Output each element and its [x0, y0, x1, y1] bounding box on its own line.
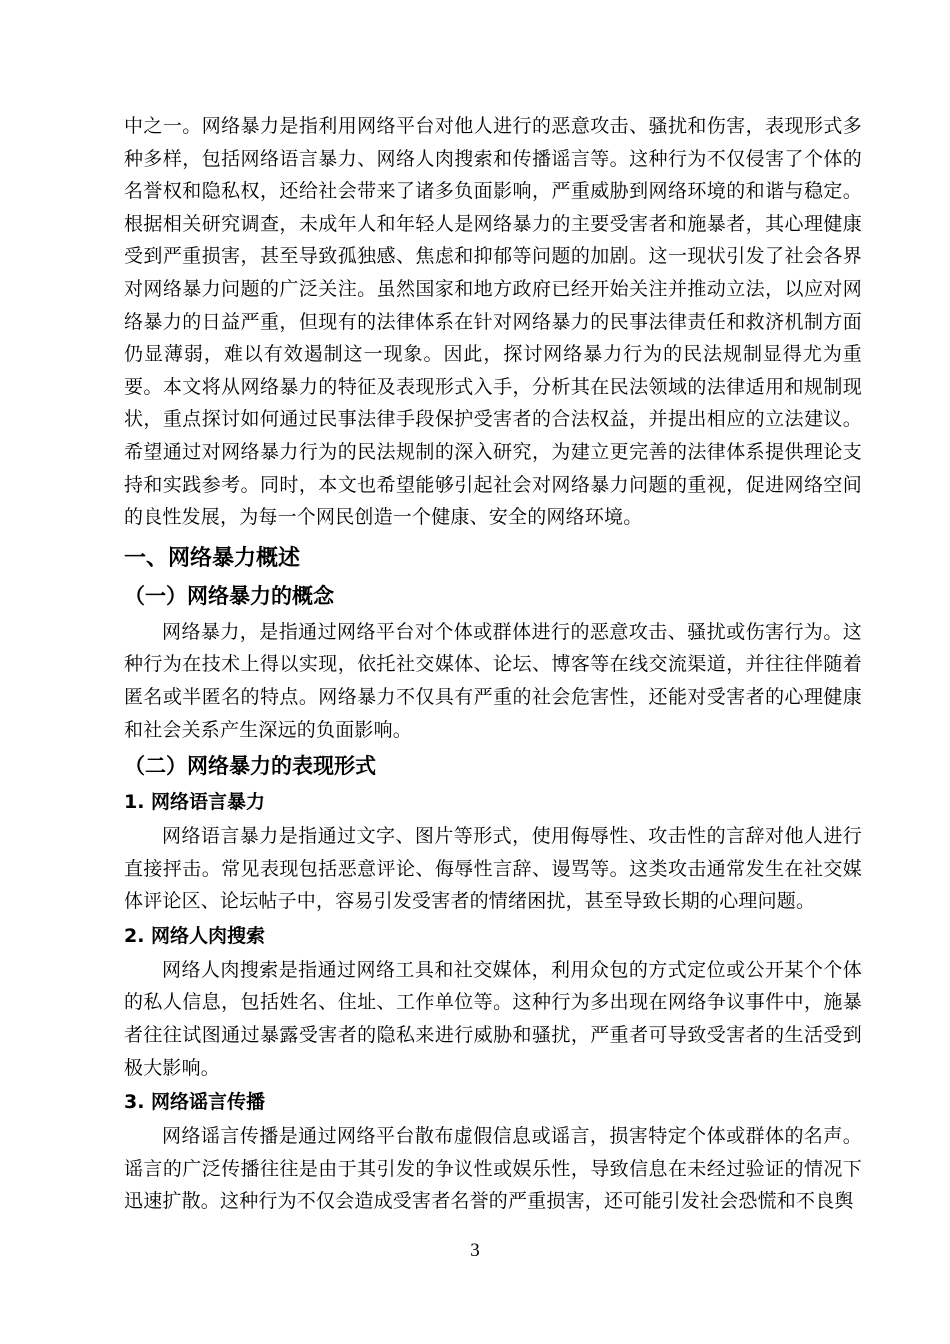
item-heading-language-violence: 1. 网络语言暴力	[124, 791, 266, 814]
document-page	[124, 110, 862, 1218]
intro-paragraph: 中之一。网络暴力是指利用网络平台对他人进行的恶意攻击、骚扰和伤害，表现形式多种多样，包括网络语言暴力、网络人肉搜索和传播谣言等。这种行为不仅侵害了个体的名誉权和隐私权，还给社会带来了诸多负面影响，严重威胁到网络环境的和谐与稳定。根据相关研究调查，未成年人和年轻人是网络暴力的主要受害者和施暴者，其心理健康受到严重损害，甚至导致孤独感、焦虑和抑郁等问题的加剧。这一现状引发了社会各界对网络暴力问题的广泛关注。虽然国家和地方政府已经开始关注并推动立法，以应对网络暴力的日益严重，但现有的法律体系在针对网络暴力的民事法律责任和救济机制方面仍显薄弱，难以有效遏制这一现象。因此，探讨网络暴力行为的民法规制显得尤为重要。本文将从网络暴力的特征及表现形式入手，分析其在民法领域的法律适用和规制现状，重点探讨如何通过民事法律手段保护受害者的合法权益，并提出相应的立法建议。希望通过对网络暴力行为的民法规制的深入研究，为建立更完善的法律体系提供理论支持和实践参考。同时，本文也希望能够引起社会对网络暴力问题的重视，促进网络空间的良性发展，为每一个网民创造一个健康、安全的网络环境。	[124, 115, 862, 529]
page-number: 3	[470, 1240, 480, 1261]
rumor-spreading-paragraph: 网络谣言传播是通过网络平台散布虚假信息或谣言，损害特定个体或群体的名声。谣言的广泛传播往往是由于其引发的争议性或娱乐性，导致信息在未经过验证的情况下迅速扩散。这种行为不仅会造成受害者名誉的严重损害，还可能引发社会恐慌和不良舆	[124, 1125, 862, 1213]
subsection-heading-forms: （二）网络暴力的表现形式	[124, 754, 376, 779]
item-heading-rumor-spreading: 3. 网络谣言传播	[124, 1091, 266, 1114]
language-violence-paragraph: 网络语言暴力是指通过文字、图片等形式，使用侮辱性、攻击性的言辞对他人进行直接抨击。常见表现包括恶意评论、侮辱性言辞、谩骂等。这类攻击通常发生在社交媒体评论区、论坛帖子中，容易引发受害者的情绪困扰，甚至导致长期的心理问题。	[124, 825, 862, 913]
concept-paragraph: 网络暴力，是指通过网络平台对个体或群体进行的恶意攻击、骚扰或伤害行为。这种行为在技术上得以实现，依托社交媒体、论坛、博客等在线交流渠道，并往往伴随着匿名或半匿名的特点。网络暴力不仅具有严重的社会危害性，还能对受害者的心理健康和社会关系产生深远的负面影响。	[124, 620, 862, 741]
human-flesh-search-paragraph: 网络人肉搜索是指通过网络工具和社交媒体，利用众包的方式定位或公开某个个体的私人信息，包括姓名、住址、工作单位等。这种行为多出现在网络争议事件中，施暴者往往试图通过暴露受害者的隐私来进行威胁和骚扰，严重者可导致受害者的生活受到极大影响。	[124, 958, 862, 1079]
item-heading-human-flesh-search: 2. 网络人肉搜索	[124, 924, 266, 947]
section-heading-overview: 一、网络暴力概述	[124, 545, 301, 571]
subsection-heading-concept: （一）网络暴力的概念	[124, 583, 334, 608]
